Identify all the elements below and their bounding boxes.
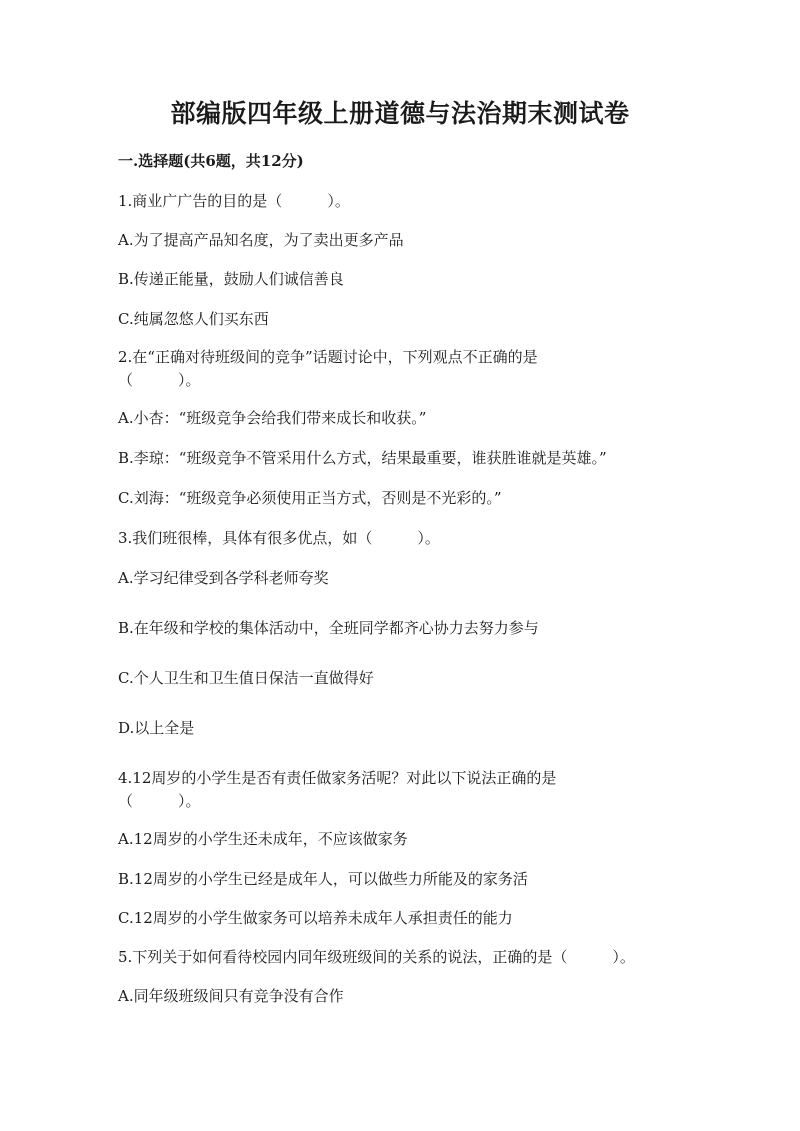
question-4-option-c: C.12周岁的小学生做家务可以培养未成年人承担责任的能力 bbox=[118, 909, 513, 927]
question-2-option-b: B.李琼：“班级竞争不管采用什么方式，结果最重要，谁获胜谁就是英雄。” bbox=[118, 449, 607, 467]
question-5-stem: 5.下列关于如何看待校园内同年级班级间的关系的说法，正确的是（ ）。 bbox=[118, 948, 635, 966]
question-3-option-b: B.在年级和学校的集体活动中，全班同学都齐心协力去努力参与 bbox=[118, 619, 539, 637]
question-3-option-a: A.学习纪律受到各学科老师夸奖 bbox=[118, 569, 329, 587]
question-4-stem: 4.12周岁的小学生是否有责任做家务活呢？对此以下说法正确的是 bbox=[118, 769, 557, 787]
question-3-stem: 3.我们班很棒，具体有很多优点，如（ ）。 bbox=[118, 529, 440, 547]
question-4-option-a: A.12周岁的小学生还未成年，不应该做家务 bbox=[118, 830, 408, 848]
question-3-option-d: D.以上全是 bbox=[118, 719, 195, 737]
page-title: 部编版四年级上册道德与法治期末测试卷 bbox=[170, 99, 630, 128]
question-2-stem-continued: （ ）。 bbox=[118, 371, 201, 389]
question-1-option-a: A.为了提高产品知名度，为了卖出更多产品 bbox=[118, 231, 404, 249]
question-2-option-a: A.小杏：“班级竞争会给我们带来成长和收获。” bbox=[118, 409, 427, 427]
question-1-option-b: B.传递正能量，鼓励人们诚信善良 bbox=[118, 270, 344, 288]
question-4-stem-continued: （ ）。 bbox=[118, 792, 201, 810]
question-2-stem: 2.在“正确对待班级间的竞争”话题讨论中，下列观点不正确的是 bbox=[118, 348, 538, 366]
question-1-option-c: C.纯属忽悠人们买东西 bbox=[118, 310, 269, 328]
question-4-option-b: B.12周岁的小学生已经是成年人，可以做些力所能及的家务活 bbox=[118, 870, 528, 888]
question-2-option-c: C.刘海：“班级竞争必须使用正当方式，否则是不光彩的。” bbox=[118, 489, 502, 507]
section-heading: 一.选择题(共6题，共12分) bbox=[118, 152, 304, 170]
question-5-option-a: A.同年级班级间只有竞争没有合作 bbox=[118, 987, 344, 1005]
question-3-option-c: C.个人卫生和卫生值日保洁一直做得好 bbox=[118, 669, 374, 687]
question-1-stem: 1.商业广广告的目的是（ ）。 bbox=[118, 192, 350, 210]
